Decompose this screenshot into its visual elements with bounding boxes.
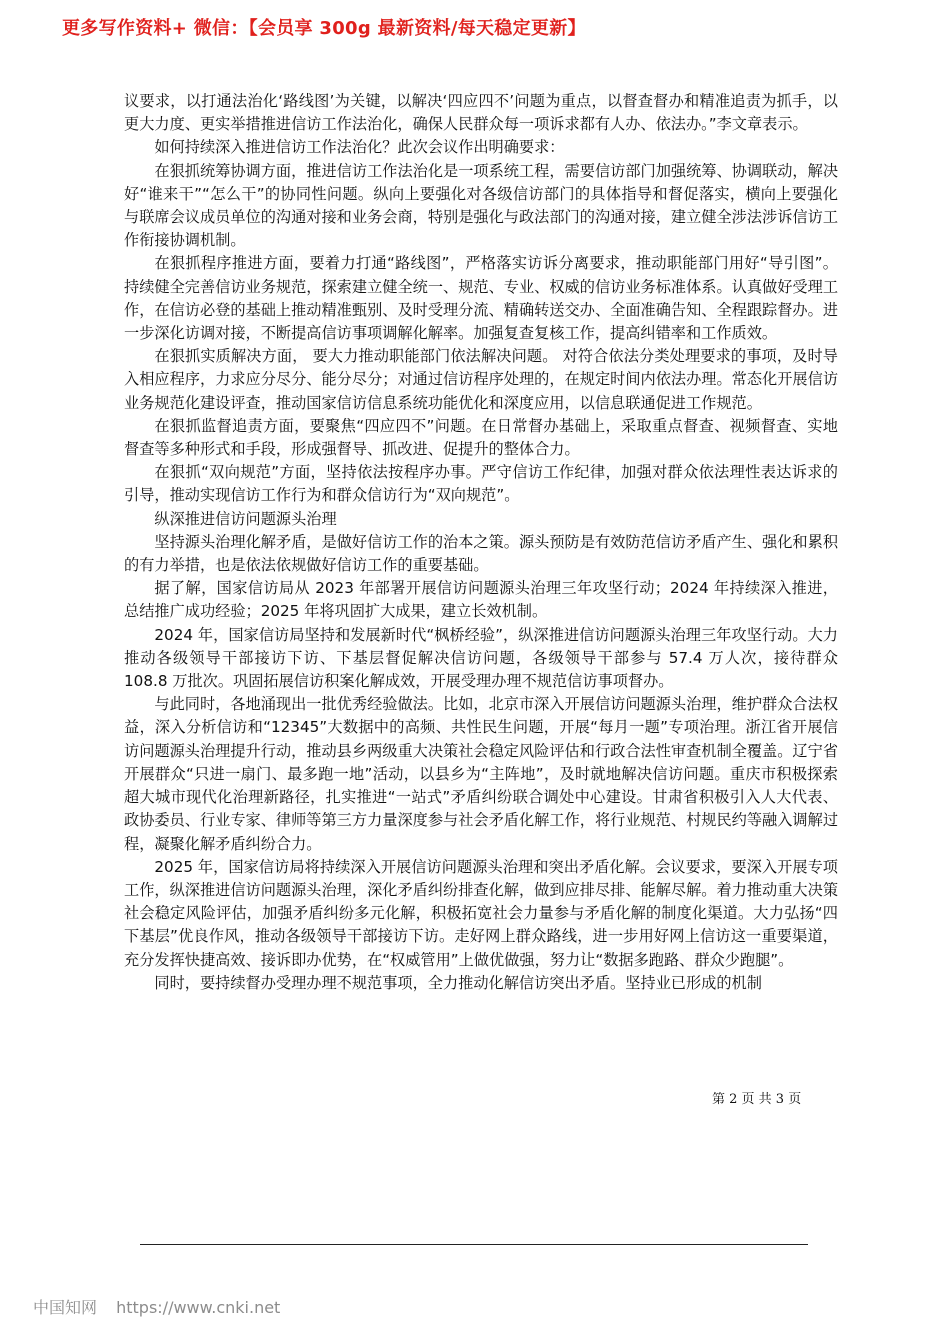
site-footer [33,1295,294,1318]
paragraph: 在狠抓“双向规范”方面，坚持依法按程序办事。严守信访工作纪律，加强对群众依法理性表达诉求的引导，推动实现信访工作行为和群众信访行为“双向规范”。 [124,463,838,505]
paragraph: 如何持续深入推进信访工作法治化？此次会议作出明确要求： [154,138,565,157]
footer-brand: 中国知网 [33,1298,98,1317]
footer-divider [140,1244,808,1245]
paragraph: 议要求，以打通法治化‘路线图’为关键，以解决‘四应四不’问题为重点，以督查督办和精准追责为抓手，以更大力度、更实举措推进信访工作法治化，确保人民群众每一项诉求都有人办、依法办。”李文章表示。 [124,92,838,134]
page-number: 第 2 页 共 3 页 [712,1092,802,1107]
section-heading: 纵深推进信访问题源头治理 [154,509,337,528]
promo-banner: 更多写作资料+ 微信：【会员享 300g 最新资料/每天稳定更新】 [62,18,586,39]
paragraph: 与此同时，各地涌现出一批优秀经验做法。比如，北京市深入开展信访问题源头治理，维护群众合法权益，深入分析信访和“12345”大数据中的高频、共性民生问题，开展“每月一题”专项治理。浙江省开展信访问题源头治理提升行动，推动县乡两级重大决策社会稳定风险评估和行政合法性审查机制全覆盖。辽宁省开展群众“只进一扇门、最多跑一地”活动，以县乡为“主阵地”，及时就地解决信访问题。重庆市积极探索超大城市现代化治理新路径，扎实推进“一站式”矛盾纠纷联合调处中心建设。甘肃省积极引入人大代表、政协委员、行业专家、律师等第三方力量深度参与社会矛盾化解工作，将行业规范、村规民约等融入调解过程，凝聚化解矛盾纠纷合力。 [124,695,838,853]
paragraph: 坚持源头治理化解矛盾，是做好信访工作的治本之策。源头预防是有效防范信访矛盾产生、强化和累积的有力举措，也是依法依规做好信访工作的重要基础。 [124,532,838,575]
paragraph: 2024 年，国家信访局坚持和发展新时代“枫桥经验”，纵深推进信访问题源头治理三年攻坚行动。大力推动各级领导干部接访下访、下基层督促解决信访问题，各级领导干部参与 57.4 万人次，接待群众 108.8 万批次。巩固拓展信访积案化解成效，开展受理办理不规范信访事项督办。 [124,625,838,691]
footer-url[interactable]: https://www.cnki.net [116,1298,281,1317]
paragraph: 据了解，国家信访局从 2023 年部署开展信访问题源头治理三年攻坚行动；2024 年持续深入推进，总结推广成功经验；2025 年将巩固扩大成果，建立长效机制。 [124,579,838,621]
paragraph: 在狠抓实质解决方面， 要大力推动职能部门依法解决问题。 对符合依法分类处理要求的事项，及时导入相应程序，力求应分尽分、能分尽分；对通过信访程序处理的，在规定时间内依法办理。常态化开展信访业务规范化建设评查，推动国家信访信息系统功能优化和深度应用，以信息联通促进工作规范。 [124,347,838,412]
article-body [124,90,838,995]
paragraph: 2025 年，国家信访局将持续深入开展信访问题源头治理和突出矛盾化解。会议要求，要深入开展专项工作，纵深推进信访问题源头治理，深化矛盾纠纷排查化解，做到应排尽排、能解尽解。着力推动重大决策社会稳定风险评估，加强矛盾纠纷多元化解，积极拓宽社会力量参与矛盾化解的制度化渠道。大力弘扬“四下基层”优良作风，推动各级领导干部接访下访。走好网上群众路线，进一步用好网上信访这一重要渠道，充分发挥快捷高效、接诉即办优势，在“权威管用”上做优做强，努力让“数据多跑路、群众少跑腿”。 [124,857,838,969]
paragraph: 在狠抓监督追责方面，要聚焦“四应四不”问题。在日常督办基础上，采取重点督查、视频督查、实地督查等多种形式和手段，形成强督导、抓改进、促提升的整体合力。 [124,416,838,459]
paragraph: 在狠抓统筹协调方面，推进信访工作法治化是一项系统工程，需要信访部门加强统筹、协调联动，解决好“谁来干”“怎么干”的协同性问题。纵向上要强化对各级信访部门的具体指导和督促落实，横向上要强化与联席会议成员单位的沟通对接和业务会商，特别是强化与政法部门的沟通对接，建立健全涉法涉诉信访工作衔接协调机制。 [124,161,838,250]
paragraph: 同时，要持续督办受理办理不规范事项，全力推动化解信访突出矛盾。坚持业已形成的机制 [154,973,762,992]
paragraph: 在狠抓程序推进方面，要着力打通“路线图”，严格落实访诉分离要求，推动职能部门用好“导引图”。持续健全完善信访业务规范，探索建立健全统一、规范、专业、权威的信访业务标准体系。认真做好受理工作，在信访必登的基础上推动精准甄别、及时受理分流、精确转送交办、全面准确告知、全程跟踪督办。进一步深化访调对接，不断提高信访事项调解化解率。加强复查复核工作，提高纠错率和工作质效。 [124,254,838,343]
